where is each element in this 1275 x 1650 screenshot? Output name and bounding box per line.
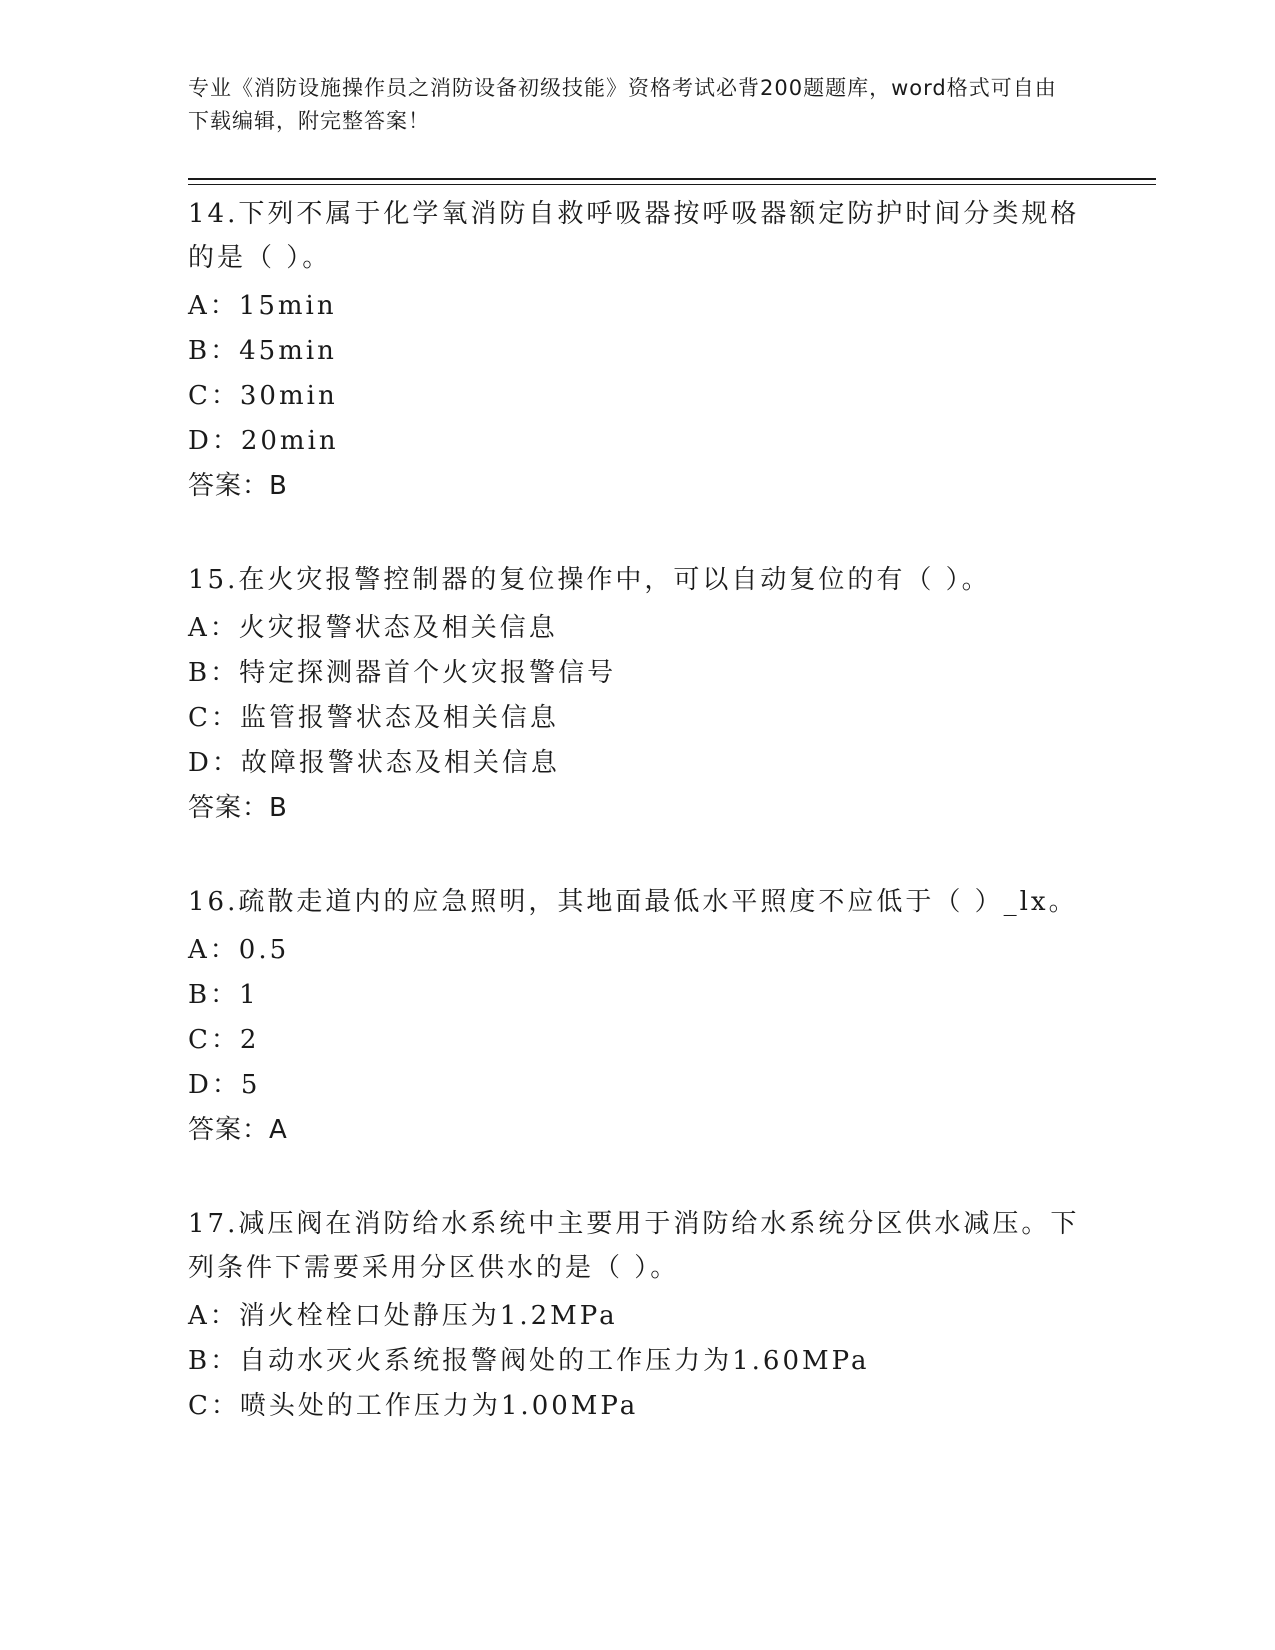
option-c: C：喷头处的工作压力为1.00MPa <box>188 1391 639 1421</box>
question-15 <box>188 558 1088 832</box>
option-b: B：自动水灭火系统报警阀处的工作压力为1.60MPa <box>188 1346 870 1376</box>
option-c: C：30min <box>188 381 338 411</box>
question-16 <box>188 880 1088 1154</box>
question-list <box>188 192 1088 1477</box>
option-d: D：故障报警状态及相关信息 <box>188 748 560 778</box>
option-c: C：监管报警状态及相关信息 <box>188 703 559 733</box>
option-a: A：0.5 <box>188 935 290 965</box>
answer-line: 答案：A <box>188 1115 288 1145</box>
header-divider-thin <box>188 184 1156 185</box>
question-17 <box>188 1202 1088 1429</box>
option-c: C：2 <box>188 1025 260 1055</box>
answer-line: 答案：B <box>188 471 288 501</box>
option-a: A：火灾报警状态及相关信息 <box>188 613 558 643</box>
question-stem: 17.减压阀在消防给水系统中主要用于消防给水系统分区供水减压。下列条件下需要采用分区供水的是（ ）。 <box>188 1209 1080 1283</box>
document-header: 专业《消防设施操作员之消防设备初级技能》资格考试必背200题题库，word格式可自由下载编辑，附完整答案！ <box>188 76 1057 133</box>
question-stem: 16.疏散走道内的应急照明，其地面最低水平照度不应低于（ ）_lx。 <box>188 887 1078 917</box>
question-14 <box>188 192 1088 510</box>
option-b: B：特定探测器首个火灾报警信号 <box>188 658 617 688</box>
answer-line: 答案：B <box>188 793 288 823</box>
option-d: D：5 <box>188 1070 261 1100</box>
option-a: A：15min <box>188 291 337 321</box>
header-divider <box>188 178 1156 180</box>
option-a: A：消火栓栓口处静压为1.2MPa <box>188 1301 618 1331</box>
question-stem: 15.在火灾报警控制器的复位操作中，可以自动复位的有（ ）。 <box>188 565 991 595</box>
option-b: B：45min <box>188 336 337 366</box>
option-d: D：20min <box>188 426 339 456</box>
question-stem: 14.下列不属于化学氧消防自救呼吸器按呼吸器额定防护时间分类规格的是（ ）。 <box>188 199 1080 273</box>
option-b: B：1 <box>188 980 259 1010</box>
